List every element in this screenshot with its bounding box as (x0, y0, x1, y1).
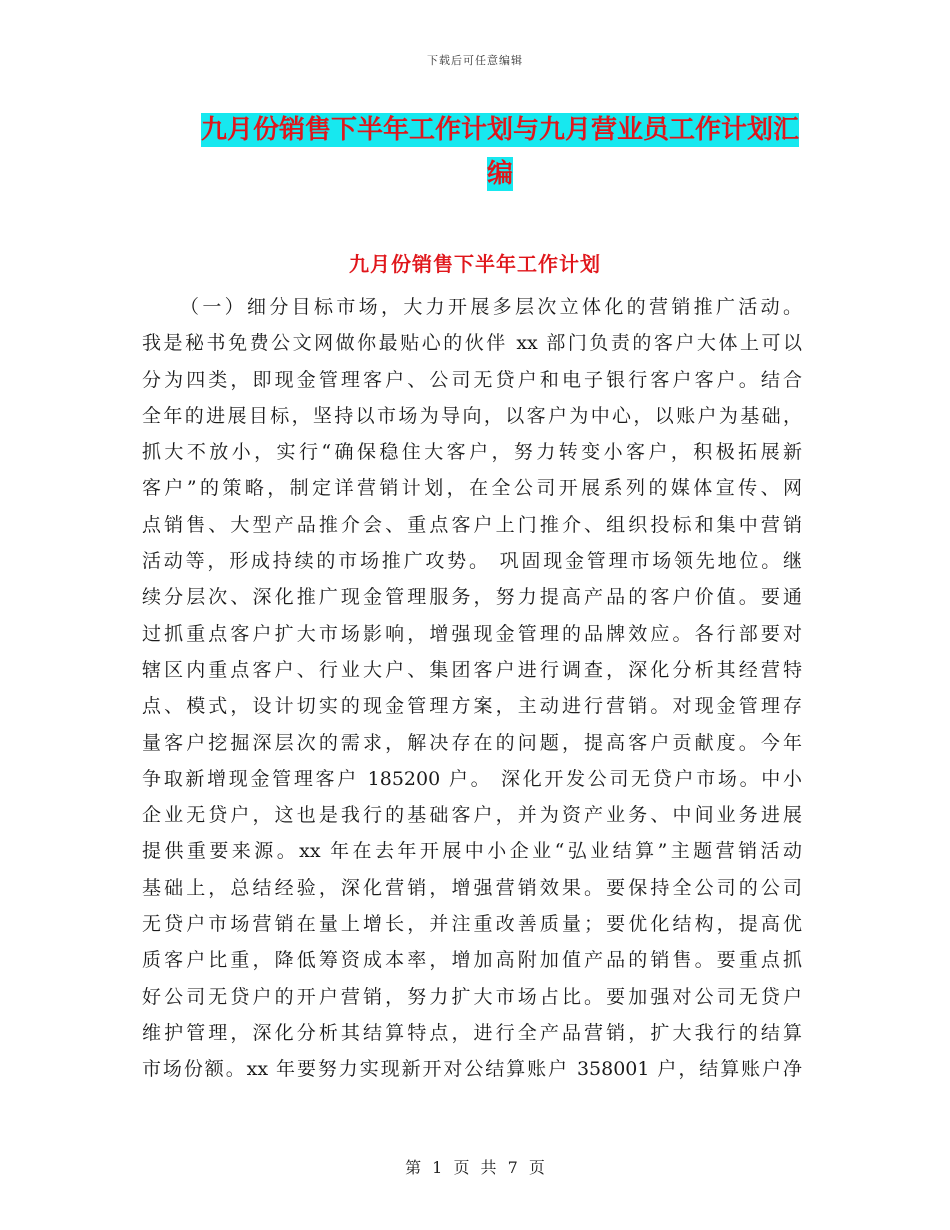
body-line: 过抓重点客户扩大市场影响，增强现金管理的品牌效应。各行部要对 (142, 622, 802, 645)
body-line: 争取新增现金管理客户 185200 户。 深化开发公司无贷户市场。中小 (142, 767, 802, 790)
body-line: 全年的进展目标，坚持以市场为导向，以客户为中心，以账户为基础， (142, 404, 802, 427)
body-line: 量客户挖掘深层次的需求，解决存在的问题，提高客户贡献度。今年 (142, 731, 802, 754)
body-line: 维护管理，深化分析其结算特点，进行全产品营销，扩大我行的结算 (142, 1021, 802, 1044)
body-text (142, 289, 802, 1088)
body-line: 提供重要来源。xx 年在去年开展中小企业“弘业结算”主题营销活动 (142, 840, 802, 863)
body-line: 质客户比重，降低筹资成本率，增加高附加值产品的销售。要重点抓 (142, 949, 802, 972)
body-line: （一）细分目标市场，大力开展多层次立体化的营销推广活动。 (180, 296, 802, 318)
body-line: 活动等，形成持续的市场推广攻势。 巩固现金管理市场领先地位。继 (142, 550, 802, 573)
body-line: 续分层次、深化推广现金管理服务，努力提高产品的客户价值。要通 (142, 586, 802, 609)
body-line: 我是秘书免费公文网做你最贴心的伙伴 xx 部门负责的客户大体上可以 (142, 332, 802, 355)
body-line: 抓大不放小，实行“确保稳住大客户，努力转变小客户，积极拓展新 (142, 441, 802, 464)
document-title (190, 108, 810, 196)
body-line: 无贷户市场营销在量上增长，并注重改善质量；要优化结构，提高优 (142, 913, 802, 936)
section-title: 九月份销售下半年工作计划 (349, 252, 601, 276)
body-line: 客户”的策略，制定详营销计划，在全公司开展系列的媒体宣传、网 (142, 477, 802, 500)
body-line: 企业无贷户，这也是我行的基础客户，并为资产业务、中间业务进展 (142, 804, 802, 827)
body-line: 好公司无贷户的开户营销，努力扩大市场占比。要加强对公司无贷户 (142, 985, 802, 1008)
document-title-line-2: 编 (486, 159, 513, 189)
body-line: 点、模式，设计切实的现金管理方案，主动进行营销。对现金管理存 (142, 695, 802, 718)
body-line: 点销售、大型产品推介会、重点客户上门推介、组织投标和集中营销 (142, 513, 802, 536)
body-line: 辖区内重点客户、行业大户、集团客户进行调查，深化分析其经营特 (142, 658, 802, 681)
page-number-footer: 第 1 页 共 7 页 (405, 1158, 545, 1177)
page-header-note: 下载后可任意编辑 (427, 54, 523, 67)
body-line: 基础上，总结经验，深化营销，增强营销效果。要保持全公司的公司 (142, 876, 802, 899)
document-title-line-1: 九月份销售下半年工作计划与九月营业员工作计划汇 (200, 115, 799, 145)
body-line: 市场份额。xx 年要努力实现新开对公结算账户 358001 户，结算账户净 (142, 1058, 802, 1081)
body-line: 分为四类，即现金管理客户、公司无贷户和电子银行客户客户。结合 (142, 368, 802, 391)
